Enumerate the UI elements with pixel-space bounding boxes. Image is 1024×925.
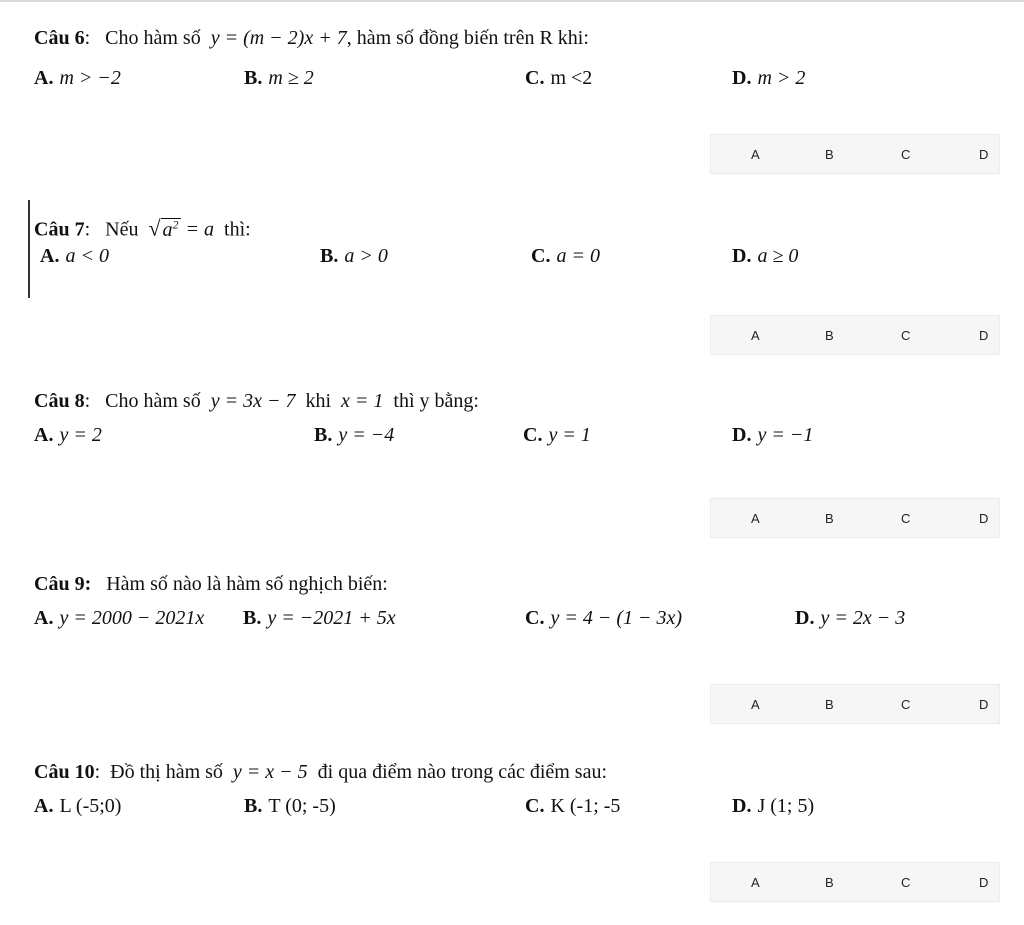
answer-c-button[interactable]: C <box>901 875 911 890</box>
option-d: D. a ≥ 0 <box>732 245 799 267</box>
option-c: C. K (-1; -5 <box>525 795 621 817</box>
answer-b-button[interactable]: B <box>825 697 834 712</box>
answer-a-button[interactable]: A <box>751 697 760 712</box>
answer-c-button[interactable]: C <box>901 511 911 526</box>
question-9 <box>34 572 388 596</box>
option-c: C. y = 1 <box>523 424 591 446</box>
answer-a-button[interactable]: A <box>751 875 760 890</box>
question-label: Câu 9: <box>34 573 92 595</box>
option-b: B. T (0; -5) <box>244 795 336 817</box>
option-b: B. m ≥ 2 <box>244 67 314 89</box>
top-divider <box>0 0 1024 2</box>
question-label: Câu 10 <box>34 761 95 783</box>
answer-a-button[interactable]: A <box>751 147 760 162</box>
formula: y = x − 5 <box>232 761 308 783</box>
option-c: C. a = 0 <box>531 245 600 267</box>
answer-b-button[interactable]: B <box>825 328 834 343</box>
answer-d-button[interactable]: D <box>979 328 989 343</box>
question-10: Câu 10: Đồ thị hàm số y = x − 5 đi qua điểm nào trong các điểm sau: <box>34 761 608 783</box>
answer-c-button[interactable]: C <box>901 697 911 712</box>
answer-b-button[interactable]: B <box>825 511 834 526</box>
option-a: A. L (-5;0) <box>34 795 122 817</box>
option-d: D. m > 2 <box>732 67 806 89</box>
option-a: A. a < 0 <box>40 245 109 267</box>
answer-d-button[interactable]: D <box>979 697 989 712</box>
formula: x = 1 <box>341 390 384 412</box>
answer-bar <box>710 134 1000 174</box>
answer-a-button[interactable]: A <box>751 511 760 526</box>
question-text: Cho hàm số <box>105 27 201 49</box>
option-c: C. y = 4 − (1 − 3x) <box>525 607 683 629</box>
option-b: B. a > 0 <box>320 245 388 267</box>
question-8: Câu 8: Cho hàm số y = 3x − 7 khi x = 1 thì y bằng: <box>34 390 479 412</box>
answer-d-button[interactable]: D <box>979 875 989 890</box>
option-a: A. y = 2000 − 2021x <box>34 607 205 629</box>
formula: y = 3x − 7 <box>210 390 296 412</box>
option-d: D. J (1; 5) <box>732 795 815 817</box>
formula: y = (m − 2)x + 7 <box>210 27 347 49</box>
answer-d-button[interactable]: D <box>979 511 989 526</box>
question-6: Câu 6: Cho hàm số y = (m − 2)x + 7, hàm số đồng biến trên R khi: <box>34 27 589 49</box>
question-text: Cho hàm số <box>105 390 201 412</box>
option-d: D. y = 2x − 3 <box>795 607 906 629</box>
question-label: Câu 6 <box>34 27 85 49</box>
question-label: Câu 8 <box>34 390 85 412</box>
question-text: Hàm số nào là hàm số nghịch biến: <box>106 573 388 595</box>
option-b: B. y = −2021 + 5x <box>243 607 396 629</box>
answer-bar <box>710 498 1000 538</box>
answer-bar <box>710 862 1000 902</box>
left-margin-bar <box>28 200 30 298</box>
answer-bar <box>710 315 1000 355</box>
option-a: A. y = 2 <box>34 424 102 446</box>
answer-c-button[interactable]: C <box>901 328 911 343</box>
option-c: C. m <2 <box>525 67 593 89</box>
option-b: B. y = −4 <box>314 424 395 446</box>
answer-d-button[interactable]: D <box>979 147 989 162</box>
answer-b-button[interactable]: B <box>825 875 834 890</box>
question-7: Câu 7: Nếu √ $a^2 = a$ thì: <box>34 212 251 242</box>
option-a: A. m > −2 <box>34 67 121 89</box>
question-label: Câu 7 <box>34 218 85 241</box>
question-text: Đồ thị hàm số <box>110 761 223 783</box>
option-d: D. y = −1 <box>732 424 814 446</box>
answer-b-button[interactable]: B <box>825 147 834 162</box>
answer-c-button[interactable]: C <box>901 147 911 162</box>
answer-bar <box>710 684 1000 724</box>
square-root-formula: √ $a^2$ <box>148 215 179 241</box>
answer-a-button[interactable]: A <box>751 328 760 343</box>
question-text: Nếu <box>105 218 139 241</box>
